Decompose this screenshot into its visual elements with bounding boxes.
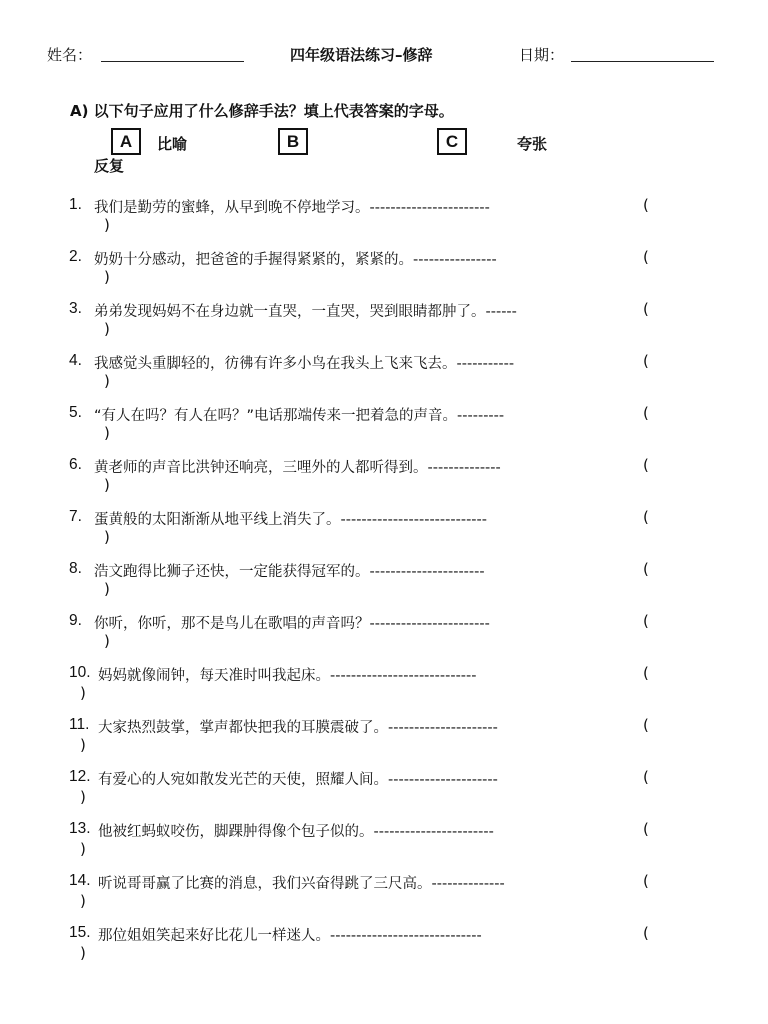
dash-leader: --------------------- [388, 772, 498, 788]
dash-leader: ----------------------------- [330, 928, 482, 944]
option-b-box: B [278, 128, 308, 155]
question-number: 12. [69, 768, 91, 785]
answer-paren-open[interactable]: ( [643, 196, 649, 214]
option-b-label: 反复 [94, 157, 125, 175]
question-item [0, 612, 768, 656]
dash-leader: ------ [485, 304, 517, 320]
question-number: 14. [69, 872, 91, 889]
question-number: 9. [69, 612, 82, 629]
question-item [0, 508, 768, 552]
question-item [0, 300, 768, 344]
answer-paren-open[interactable]: ( [643, 300, 649, 318]
question-text: 我们是勤劳的蜜蜂，从早到晚不停地学习。 [94, 200, 370, 216]
answer-paren-open[interactable]: ( [643, 404, 649, 422]
answer-paren-close: ) [80, 684, 86, 702]
date-label: 日期： [519, 46, 565, 64]
question-number: 5. [69, 404, 82, 421]
question-item [0, 820, 768, 864]
name-label: 姓名： [47, 46, 93, 64]
question-item [0, 924, 768, 968]
answer-paren-open[interactable]: ( [643, 456, 649, 474]
answer-paren-open[interactable]: ( [643, 560, 649, 578]
question-text: 有爱心的人宛如散发光芒的天使，照耀人间。 [98, 772, 388, 788]
question-item [0, 352, 768, 396]
option-c-label: 夸张 [517, 135, 548, 153]
question-text: 我感觉头重脚轻的，彷彿有许多小鸟在我头上飞来飞去。 [94, 356, 457, 372]
answer-paren-close: ) [104, 320, 110, 338]
answer-paren-open[interactable]: ( [643, 508, 649, 526]
question-item [0, 716, 768, 760]
worksheet-title: 四年级语法练习–修辞 [290, 46, 433, 64]
section-a-title: A) 以下句子应用了什么修辞手法？填上代表答案的字母。 [70, 102, 454, 120]
question-text: 你听，你听，那不是鸟儿在歌唱的声音吗？ [94, 616, 370, 632]
answer-paren-close: ) [80, 736, 86, 754]
question-number: 11. [69, 716, 90, 733]
answer-paren-close: ) [104, 580, 110, 598]
answer-paren-open[interactable]: ( [643, 768, 649, 786]
dash-leader: ---------------------- [369, 564, 485, 580]
dash-leader: --------- [457, 408, 505, 424]
question-number: 1. [69, 196, 82, 213]
question-text: 听说哥哥赢了比赛的消息，我们兴奋得跳了三尺高。 [98, 876, 432, 892]
question-text: 奶奶十分感动，把爸爸的手握得紧紧的，紧紧的。 [94, 252, 413, 268]
dash-leader: -------------- [427, 460, 501, 476]
question-number: 4. [69, 352, 82, 369]
question-item [0, 456, 768, 500]
question-item [0, 196, 768, 240]
answer-paren-open[interactable]: ( [643, 924, 649, 942]
answer-paren-close: ) [80, 788, 86, 806]
question-item [0, 404, 768, 448]
question-number: 7. [69, 508, 82, 525]
answer-paren-close: ) [104, 216, 110, 234]
answer-paren-close: ) [104, 528, 110, 546]
question-item [0, 248, 768, 292]
question-text: 浩文跑得比狮子还快，一定能获得冠军的。 [94, 564, 370, 580]
dash-leader: ----------------------- [369, 200, 490, 216]
option-a-label: 比喻 [157, 135, 188, 153]
answer-paren-close: ) [80, 944, 86, 962]
question-text: “有人在吗？有人在吗？”电话那端传来一把着急的声音。 [94, 408, 458, 424]
dash-leader: ---------------------------- [340, 512, 488, 528]
question-text: 妈妈就像闹钟，每天准时叫我起床。 [98, 668, 330, 684]
question-item [0, 664, 768, 708]
dash-leader: ----------------------- [369, 616, 490, 632]
answer-paren-open[interactable]: ( [643, 664, 649, 682]
question-number: 3. [69, 300, 82, 317]
date-blank-line [571, 61, 714, 62]
dash-leader: --------------------- [388, 720, 498, 736]
question-text: 弟弟发现妈妈不在身边就一直哭，一直哭，哭到眼睛都肿了。 [94, 304, 486, 320]
question-text: 那位姐姐笑起来好比花儿一样迷人。 [98, 928, 330, 944]
answer-paren-open[interactable]: ( [643, 248, 649, 266]
answer-paren-close: ) [104, 268, 110, 286]
answer-paren-open[interactable]: ( [643, 716, 649, 734]
answer-paren-close: ) [104, 372, 110, 390]
name-blank-line [101, 61, 244, 62]
question-number: 13. [69, 820, 91, 837]
answer-paren-close: ) [104, 424, 110, 442]
dash-leader: ---------------------------- [330, 668, 477, 684]
question-text: 大家热烈鼓掌，掌声都快把我的耳膜震破了。 [98, 720, 388, 736]
question-item [0, 872, 768, 916]
dash-leader: ----------- [456, 356, 515, 372]
answer-paren-open[interactable]: ( [643, 612, 649, 630]
question-number: 2. [69, 248, 82, 265]
answer-paren-close: ) [104, 632, 110, 650]
answer-paren-open[interactable]: ( [643, 872, 649, 890]
question-number: 15. [69, 924, 91, 941]
question-item [0, 560, 768, 604]
answer-paren-close: ) [80, 892, 86, 910]
answer-paren-close: ) [104, 476, 110, 494]
dash-leader: ---------------- [413, 252, 497, 268]
question-number: 6. [69, 456, 82, 473]
worksheet-header [0, 44, 768, 68]
dash-leader: ----------------------- [373, 824, 494, 840]
question-text: 他被红蚂蚁咬伤，脚踝肿得像个包子似的。 [98, 824, 374, 840]
answer-paren-open[interactable]: ( [643, 820, 649, 838]
option-c-box: C [437, 128, 467, 155]
option-a-box: A [111, 128, 141, 155]
question-number: 8. [69, 560, 82, 577]
question-text: 蛋黄般的太阳渐渐从地平线上消失了。 [94, 512, 341, 528]
answer-paren-open[interactable]: ( [643, 352, 649, 370]
question-number: 10. [69, 664, 91, 681]
answer-paren-close: ) [80, 840, 86, 858]
question-item [0, 768, 768, 812]
dash-leader: -------------- [431, 876, 505, 892]
question-text: 黄老师的声音比洪钟还响亮，三哩外的人都听得到。 [94, 460, 428, 476]
